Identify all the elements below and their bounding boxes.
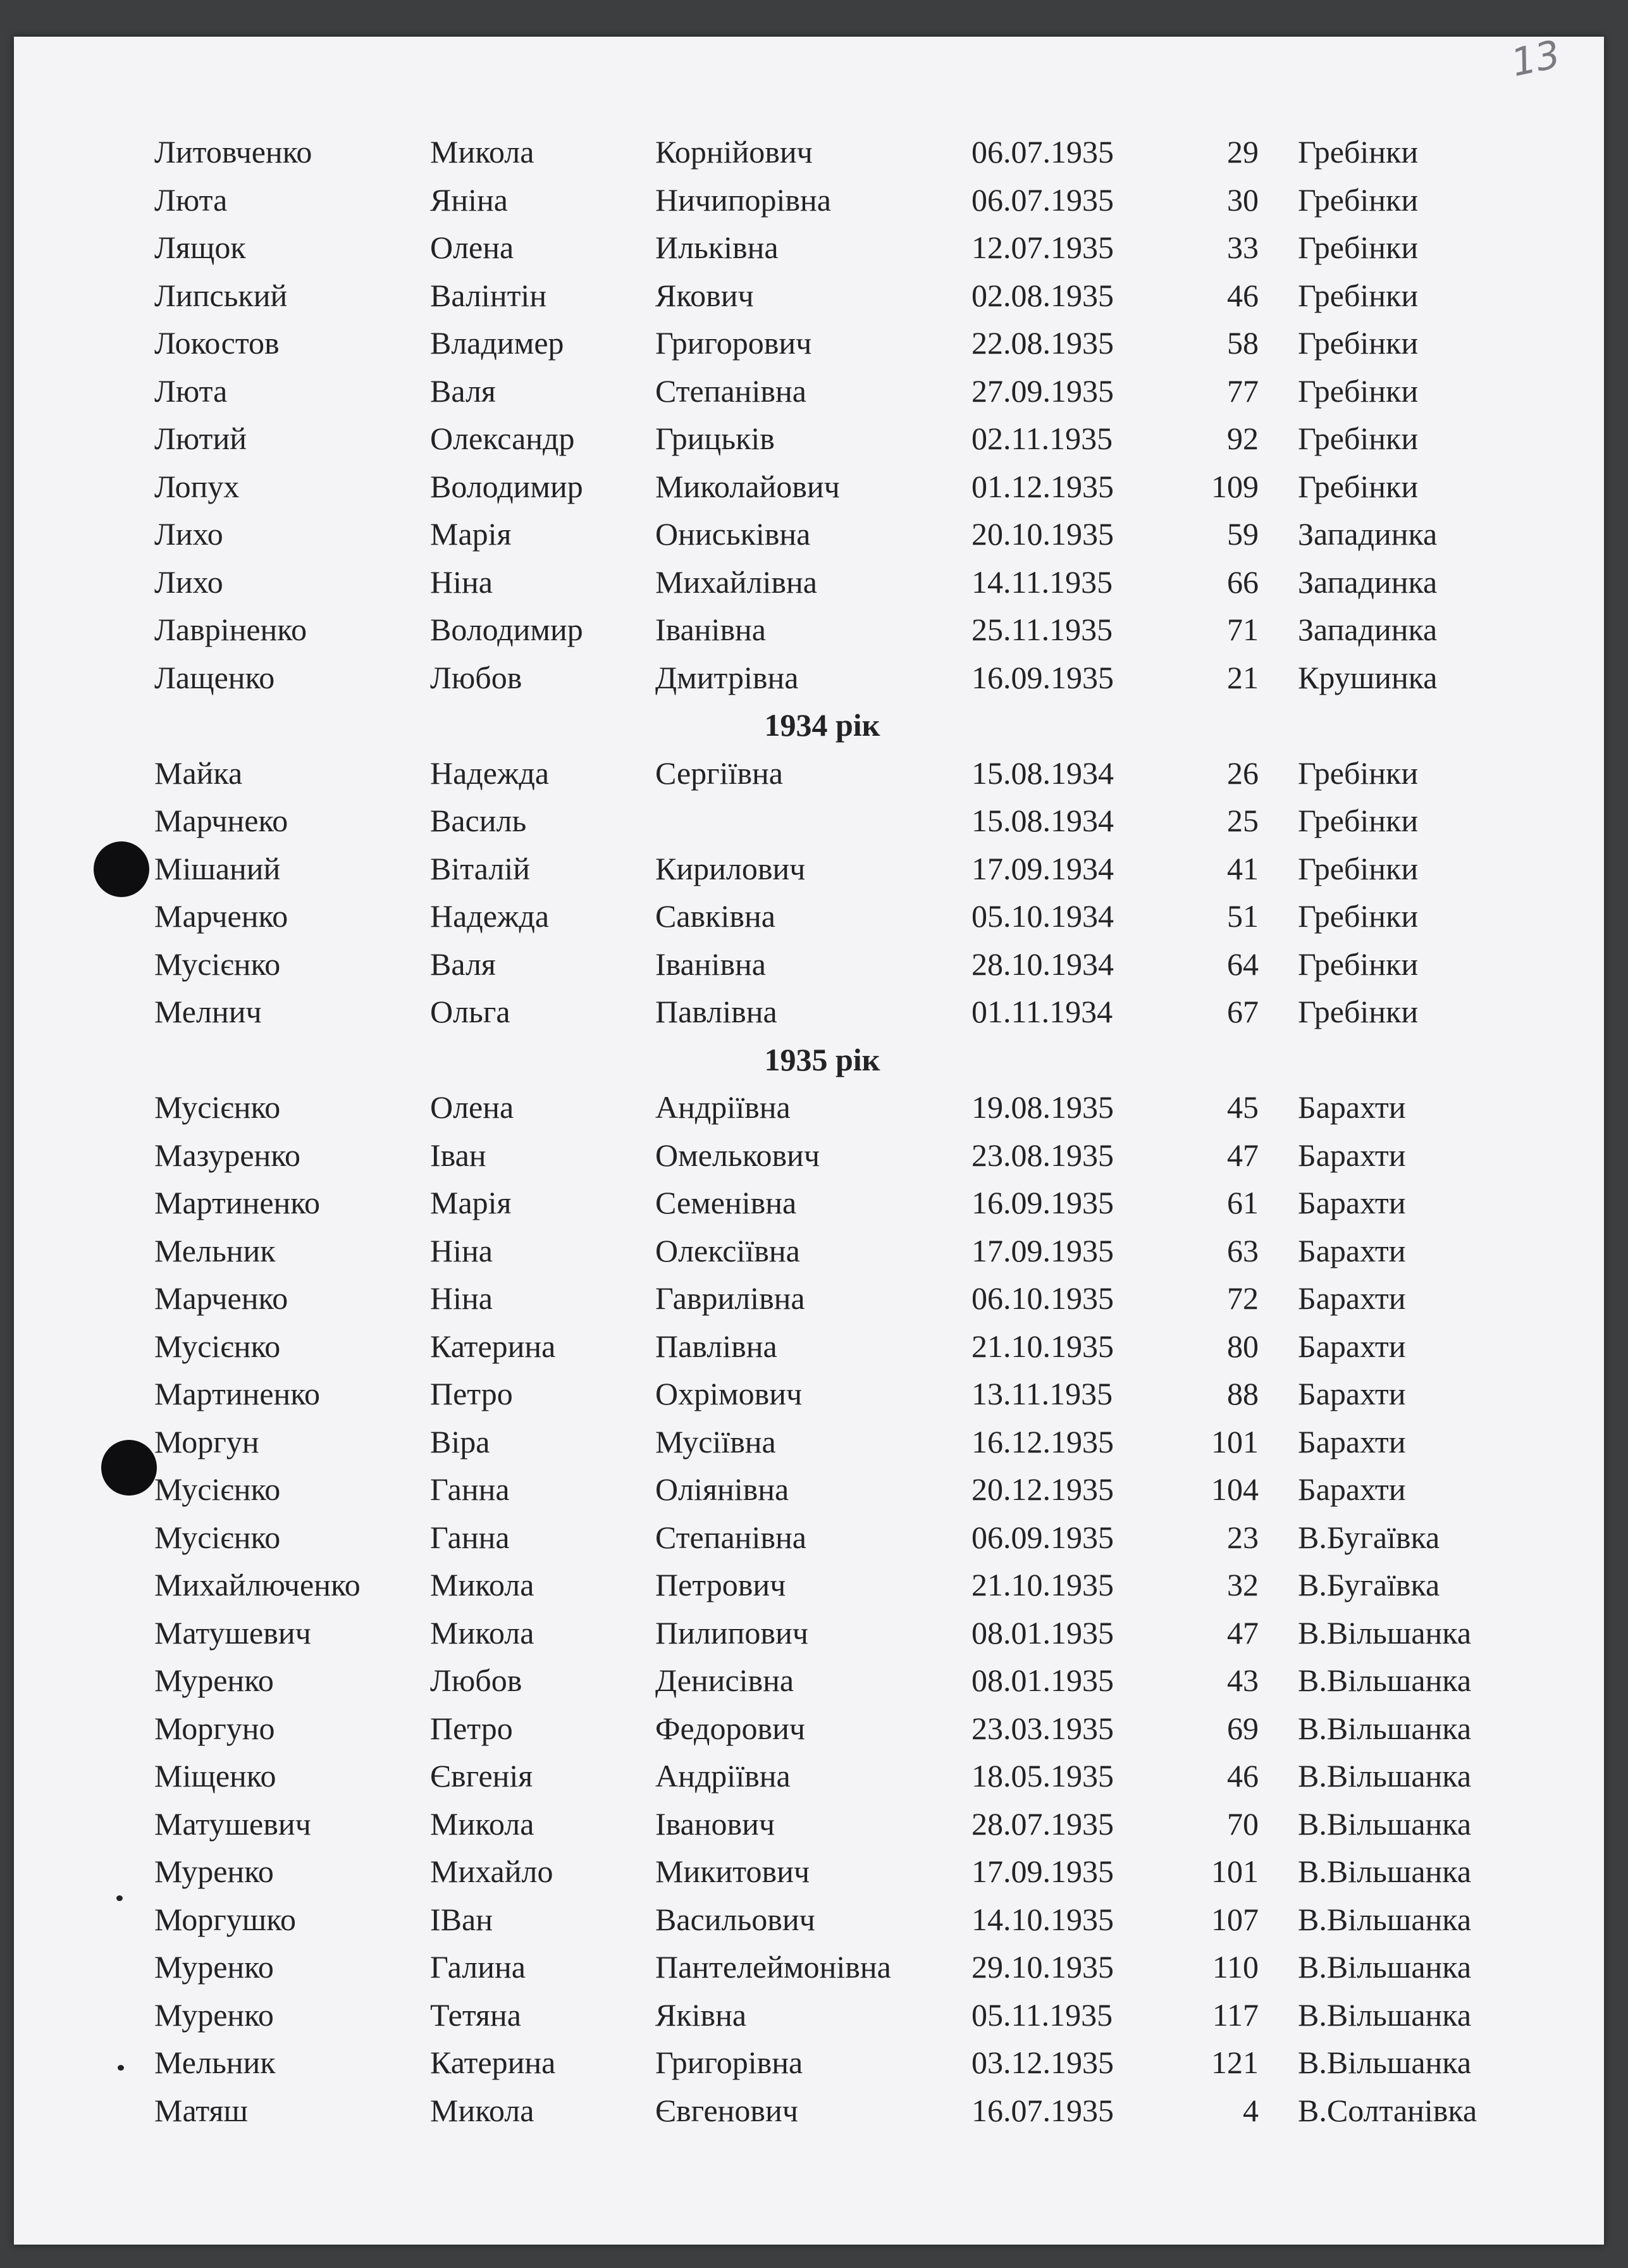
record-row [0, 1805, 1590, 1843]
record-num: 107 [1211, 1901, 1259, 1937]
record-row [0, 850, 1590, 888]
record-surname: Локостов [154, 325, 280, 361]
record-name: Валінтін [430, 277, 547, 313]
record-village: В.Бугаївка [1298, 1519, 1440, 1555]
record-date: 02.08.1935 [971, 277, 1114, 313]
record-village: Барахти [1298, 1232, 1406, 1268]
record-date: 16.09.1935 [971, 659, 1114, 695]
record-row [0, 1470, 1590, 1508]
record-row [0, 1948, 1590, 1986]
record-surname: Марченко [154, 898, 288, 934]
record-date: 06.10.1935 [971, 1280, 1114, 1316]
record-date: 01.12.1935 [971, 468, 1114, 504]
record-name: ІВан [430, 1901, 493, 1937]
record-date: 20.10.1935 [971, 516, 1114, 552]
record-num: 92 [1227, 421, 1259, 456]
record-date: 15.08.1934 [971, 755, 1114, 791]
record-village: В.Вільшанка [1298, 2045, 1472, 2080]
record-village: Барахти [1298, 1137, 1406, 1173]
record-row [0, 897, 1590, 935]
record-surname: Моргун [154, 1423, 259, 1459]
record-num: 46 [1227, 1758, 1259, 1794]
record-num: 33 [1227, 230, 1259, 265]
record-num: 110 [1212, 1949, 1259, 1985]
record-name: Віра [430, 1423, 490, 1459]
record-row [0, 276, 1590, 314]
record-num: 109 [1211, 468, 1259, 504]
record-date: 17.09.1935 [971, 1232, 1114, 1268]
record-name: Микола [430, 1806, 534, 1842]
record-village: В.Вільшанка [1298, 1949, 1472, 1985]
record-surname: Мартиненко [154, 1185, 321, 1220]
record-date: 05.10.1934 [971, 898, 1114, 934]
record-row [0, 2043, 1590, 2081]
record-date: 19.08.1935 [971, 1089, 1114, 1125]
record-name: Владимер [430, 325, 564, 361]
record-name: Яніна [430, 182, 508, 218]
record-surname: Лащенко [154, 659, 275, 695]
record-village: В.Вільшанка [1298, 1901, 1472, 1937]
record-name: Валя [430, 373, 496, 409]
record-date: 13.11.1935 [971, 1376, 1113, 1411]
record-surname: Лихо [154, 564, 223, 600]
record-surname: Лящок [154, 230, 246, 265]
record-patronymic: Григорівна [655, 2045, 803, 2080]
record-name: Ніна [430, 1232, 493, 1268]
record-surname: Муренко [154, 1663, 274, 1698]
record-patronymic: Денисівна [655, 1663, 794, 1698]
record-row [0, 1136, 1590, 1174]
record-num: 101 [1211, 1423, 1259, 1459]
record-date: 18.05.1935 [971, 1758, 1114, 1794]
record-date: 06.07.1935 [971, 182, 1114, 218]
handwritten-page-number: 13 [1507, 32, 1564, 86]
record-patronymic: Пилипович [655, 1614, 808, 1651]
record-row [0, 515, 1590, 553]
record-date: 21.10.1935 [971, 1328, 1114, 1364]
record-patronymic: Іванівна [655, 946, 766, 982]
record-name: Микола [430, 1614, 534, 1651]
record-num: 67 [1227, 994, 1259, 1029]
record-patronymic: Сергіївна [655, 755, 784, 791]
record-patronymic: Микитович [655, 1854, 810, 1889]
record-patronymic: Євгенович [655, 2092, 798, 2128]
record-row [0, 993, 1590, 1031]
record-date: 06.07.1935 [971, 134, 1114, 170]
record-row [0, 1900, 1590, 1938]
record-date: 05.11.1935 [971, 1997, 1113, 2033]
record-surname: Матушевич [154, 1806, 311, 1842]
record-date: 21.10.1935 [971, 1567, 1114, 1602]
record-name: Ольга [430, 994, 510, 1029]
record-name: Ніна [430, 1280, 493, 1316]
record-village: В.Солтанівка [1298, 2092, 1477, 2128]
record-row [0, 2091, 1590, 2129]
record-village: Крушинка [1298, 659, 1438, 695]
record-patronymic: Якович [655, 277, 754, 313]
record-surname: Муренко [154, 1949, 274, 1985]
record-patronymic: Павлівна [655, 994, 777, 1029]
record-row [0, 659, 1590, 697]
record-num: 45 [1227, 1089, 1259, 1125]
record-name: Микола [430, 134, 534, 170]
record-surname: Міщенко [154, 1758, 276, 1794]
record-row [0, 181, 1590, 219]
record-name: Петро [430, 1376, 513, 1411]
record-num: 23 [1227, 1519, 1259, 1555]
record-name: Любов [430, 659, 522, 695]
record-name: Валя [430, 946, 496, 982]
record-patronymic: Андріївна [655, 1758, 791, 1794]
record-surname: Михайлюченко [154, 1567, 361, 1602]
record-village: Гребінки [1298, 898, 1419, 934]
record-num: 117 [1212, 1997, 1259, 2033]
record-row [0, 945, 1590, 983]
record-surname: Люта [154, 373, 228, 409]
record-num: 63 [1227, 1232, 1259, 1268]
record-name: Марія [430, 516, 512, 552]
record-row [0, 1709, 1590, 1747]
record-surname: Мелнич [154, 994, 262, 1029]
record-patronymic: Ничипорівна [655, 182, 831, 218]
record-row [0, 1088, 1590, 1126]
record-patronymic: Ониськівна [655, 516, 811, 552]
record-village: Гребінки [1298, 134, 1419, 170]
record-date: 14.10.1935 [971, 1901, 1114, 1937]
record-num: 46 [1227, 277, 1259, 313]
record-patronymic: Олексіївна [655, 1232, 800, 1268]
record-date: 20.12.1935 [971, 1472, 1114, 1507]
record-patronymic: Оліянівна [655, 1472, 789, 1507]
record-surname: Мельник [154, 1232, 276, 1268]
record-name: Олена [430, 230, 514, 265]
record-patronymic: Андріївна [655, 1089, 791, 1125]
record-num: 51 [1227, 898, 1259, 934]
record-num: 30 [1227, 182, 1259, 218]
record-surname: Мусієнко [154, 1472, 281, 1507]
record-village: В.Вільшанка [1298, 1854, 1472, 1889]
record-row [0, 1423, 1590, 1461]
record-village: В.Бугаївка [1298, 1567, 1440, 1602]
record-row [0, 754, 1590, 792]
record-surname: Мусієнко [154, 946, 281, 982]
year-heading: 1935 рік [764, 1041, 880, 1077]
record-num: 77 [1227, 373, 1259, 409]
record-name: Галина [430, 1949, 526, 1985]
record-date: 22.08.1935 [971, 325, 1114, 361]
record-village: Гребінки [1298, 850, 1419, 886]
record-name: Михайло [430, 1854, 553, 1889]
record-row [0, 1184, 1590, 1222]
record-surname: Мусієнко [154, 1519, 281, 1555]
record-surname: Марченко [154, 1280, 288, 1316]
record-village: Гребінки [1298, 277, 1419, 313]
record-name: Ганна [430, 1472, 510, 1507]
record-name: Віталій [430, 850, 530, 886]
record-name: Любов [430, 1663, 522, 1698]
record-patronymic: Степанівна [655, 1519, 806, 1555]
record-surname: Лихо [154, 516, 223, 552]
record-surname: Мельник [154, 2045, 276, 2080]
record-num: 80 [1227, 1328, 1259, 1364]
record-date: 23.08.1935 [971, 1137, 1114, 1173]
record-surname: Мішаний [154, 850, 281, 886]
record-surname: Мусієнко [154, 1089, 281, 1125]
record-village: В.Вільшанка [1298, 1758, 1472, 1794]
record-surname: Лютий [154, 421, 247, 456]
record-village: Гребінки [1298, 994, 1419, 1029]
record-row [0, 133, 1590, 171]
record-patronymic: Степанівна [655, 373, 806, 409]
record-date: 23.03.1935 [971, 1710, 1114, 1746]
record-row [0, 1327, 1590, 1365]
record-village: Западинка [1298, 516, 1438, 552]
record-num: 72 [1227, 1280, 1259, 1316]
record-name: Іван [430, 1137, 486, 1173]
record-village: Гребінки [1298, 182, 1419, 218]
record-village: Барахти [1298, 1280, 1406, 1316]
record-num: 58 [1227, 325, 1259, 361]
record-surname: Люта [154, 182, 228, 218]
record-num: 47 [1227, 1614, 1259, 1651]
record-row [0, 1518, 1590, 1556]
record-surname: Мусієнко [154, 1328, 281, 1364]
record-date: 14.11.1935 [971, 564, 1113, 600]
record-patronymic: Григорович [655, 325, 812, 361]
record-surname: Майка [154, 755, 243, 791]
record-patronymic: Іванович [655, 1806, 775, 1842]
record-surname: Моргушко [154, 1901, 296, 1937]
record-date: 17.09.1934 [971, 850, 1114, 886]
record-village: Гребінки [1298, 230, 1419, 265]
record-num: 101 [1211, 1854, 1259, 1889]
record-patronymic: Корнійович [655, 134, 813, 170]
record-village: Гребінки [1298, 325, 1419, 361]
record-date: 16.07.1935 [971, 2092, 1114, 2128]
record-date: 16.09.1935 [971, 1185, 1114, 1220]
record-name: Микола [430, 1567, 534, 1602]
record-date: 02.11.1935 [971, 421, 1113, 456]
record-name: Надежда [430, 755, 550, 791]
record-row [0, 324, 1590, 362]
record-row [0, 1232, 1590, 1270]
record-surname: Муренко [154, 1854, 274, 1889]
record-num: 59 [1227, 516, 1259, 552]
record-name: Ніна [430, 564, 493, 600]
record-village: Гребінки [1298, 468, 1419, 504]
record-village: Гребінки [1298, 946, 1419, 982]
record-village: Барахти [1298, 1472, 1406, 1507]
record-row [0, 563, 1590, 601]
record-patronymic: Мусіївна [655, 1423, 776, 1459]
record-num: 64 [1227, 946, 1259, 982]
record-row [0, 802, 1590, 840]
record-date: 25.11.1935 [971, 612, 1113, 647]
record-surname: Матяш [154, 2092, 249, 2128]
record-surname: Лавріненко [154, 612, 307, 647]
record-village: Барахти [1298, 1328, 1406, 1364]
record-surname: Лопух [154, 468, 240, 504]
record-row [0, 1566, 1590, 1604]
record-row [0, 372, 1590, 410]
record-village: Гребінки [1298, 803, 1419, 838]
record-name: Катерина [430, 1328, 556, 1364]
record-patronymic: Іванівна [655, 612, 766, 647]
record-village: В.Вільшанка [1298, 1663, 1472, 1698]
record-village: Барахти [1298, 1089, 1406, 1125]
record-num: 121 [1211, 2045, 1259, 2080]
record-num: 41 [1227, 850, 1259, 886]
record-num: 26 [1227, 755, 1259, 791]
record-num: 29 [1227, 134, 1259, 170]
record-num: 43 [1227, 1663, 1259, 1698]
record-date: 08.01.1935 [971, 1614, 1114, 1651]
record-surname: Мазуренко [154, 1137, 301, 1173]
record-village: Гребінки [1298, 755, 1419, 791]
record-patronymic: Гаврилівна [655, 1280, 805, 1316]
record-patronymic: Семенівна [655, 1185, 797, 1220]
record-name: Марія [430, 1185, 512, 1220]
record-num: 21 [1227, 659, 1259, 695]
record-name: Петро [430, 1710, 513, 1746]
record-date: 28.10.1934 [971, 946, 1114, 982]
record-row [0, 1996, 1590, 2034]
record-date: 15.08.1934 [971, 803, 1114, 838]
record-surname: Мартиненко [154, 1376, 321, 1411]
record-date: 28.07.1935 [971, 1806, 1114, 1842]
record-num: 25 [1227, 803, 1259, 838]
record-patronymic: Миколайович [655, 468, 840, 504]
record-row [0, 1279, 1590, 1317]
record-patronymic: Петрович [655, 1567, 786, 1602]
record-name: Володимир [430, 468, 583, 504]
record-patronymic: Яківна [655, 1997, 747, 2033]
record-surname: Моргуно [154, 1710, 275, 1746]
record-village: Гребінки [1298, 373, 1419, 409]
record-name: Катерина [430, 2045, 556, 2080]
record-patronymic: Ильківна [655, 230, 779, 265]
record-village: В.Вільшанка [1298, 1997, 1472, 2033]
record-date: 01.11.1934 [971, 994, 1113, 1029]
record-patronymic: Омелькович [655, 1137, 820, 1173]
record-date: 16.12.1935 [971, 1423, 1114, 1459]
record-num: 66 [1227, 564, 1259, 600]
record-num: 47 [1227, 1137, 1259, 1173]
record-patronymic: Охрімович [655, 1376, 803, 1411]
record-row [0, 228, 1590, 266]
record-name: Василь [430, 803, 527, 838]
record-num: 69 [1227, 1710, 1259, 1746]
year-heading: 1934 рік [764, 707, 880, 743]
record-village: В.Вільшанка [1298, 1806, 1472, 1842]
record-num: 32 [1227, 1567, 1259, 1602]
record-name: Олена [430, 1089, 514, 1125]
record-surname: Липський [154, 277, 288, 313]
record-num: 4 [1243, 2092, 1259, 2128]
record-name: Микола [430, 2092, 534, 2128]
record-village: Барахти [1298, 1423, 1406, 1459]
record-patronymic: Павлівна [655, 1328, 777, 1364]
record-date: 27.09.1935 [971, 373, 1114, 409]
record-row [0, 1757, 1590, 1795]
record-date: 03.12.1935 [971, 2045, 1114, 2080]
record-village: Западинка [1298, 612, 1438, 647]
record-patronymic: Грицьків [655, 421, 775, 456]
record-name: Ганна [430, 1519, 510, 1555]
record-row [0, 1852, 1590, 1890]
record-village: Гребінки [1298, 421, 1419, 456]
record-village: В.Вільшанка [1298, 1614, 1472, 1651]
record-date: 17.09.1935 [971, 1854, 1114, 1889]
record-surname: Марчнеко [154, 803, 288, 838]
record-name: Тетяна [430, 1997, 521, 2033]
record-patronymic: Кирилович [655, 850, 806, 886]
record-name: Надежда [430, 898, 550, 934]
record-row [0, 610, 1590, 648]
record-patronymic: Савківна [655, 898, 775, 934]
record-row [0, 468, 1590, 505]
record-surname: Литовченко [154, 134, 312, 170]
record-name: Євгенія [430, 1758, 533, 1794]
record-village: Западинка [1298, 564, 1438, 600]
record-patronymic: Васильович [655, 1901, 815, 1937]
record-row [0, 419, 1590, 457]
record-date: 08.01.1935 [971, 1663, 1114, 1698]
record-row [0, 1661, 1590, 1699]
record-village: Барахти [1298, 1376, 1406, 1411]
record-name: Олександр [430, 421, 575, 456]
record-date: 06.09.1935 [971, 1519, 1114, 1555]
record-surname: Матушевич [154, 1614, 311, 1651]
record-patronymic: Пантелеймонівна [655, 1949, 891, 1985]
record-patronymic: Дмитрівна [655, 659, 799, 695]
record-num: 88 [1227, 1376, 1259, 1411]
record-village: Барахти [1298, 1185, 1406, 1220]
record-num: 71 [1227, 612, 1259, 647]
record-patronymic: Федорович [655, 1710, 805, 1746]
record-date: 29.10.1935 [971, 1949, 1114, 1985]
record-row [0, 1375, 1590, 1413]
record-row [0, 1614, 1590, 1652]
record-date: 12.07.1935 [971, 230, 1114, 265]
record-village: В.Вільшанка [1298, 1710, 1472, 1746]
record-name: Володимир [430, 612, 583, 647]
record-patronymic: Михайлівна [655, 564, 817, 600]
record-num: 61 [1227, 1185, 1259, 1220]
record-num: 70 [1227, 1806, 1259, 1842]
record-surname: Муренко [154, 1997, 274, 2033]
record-num: 104 [1211, 1472, 1259, 1507]
